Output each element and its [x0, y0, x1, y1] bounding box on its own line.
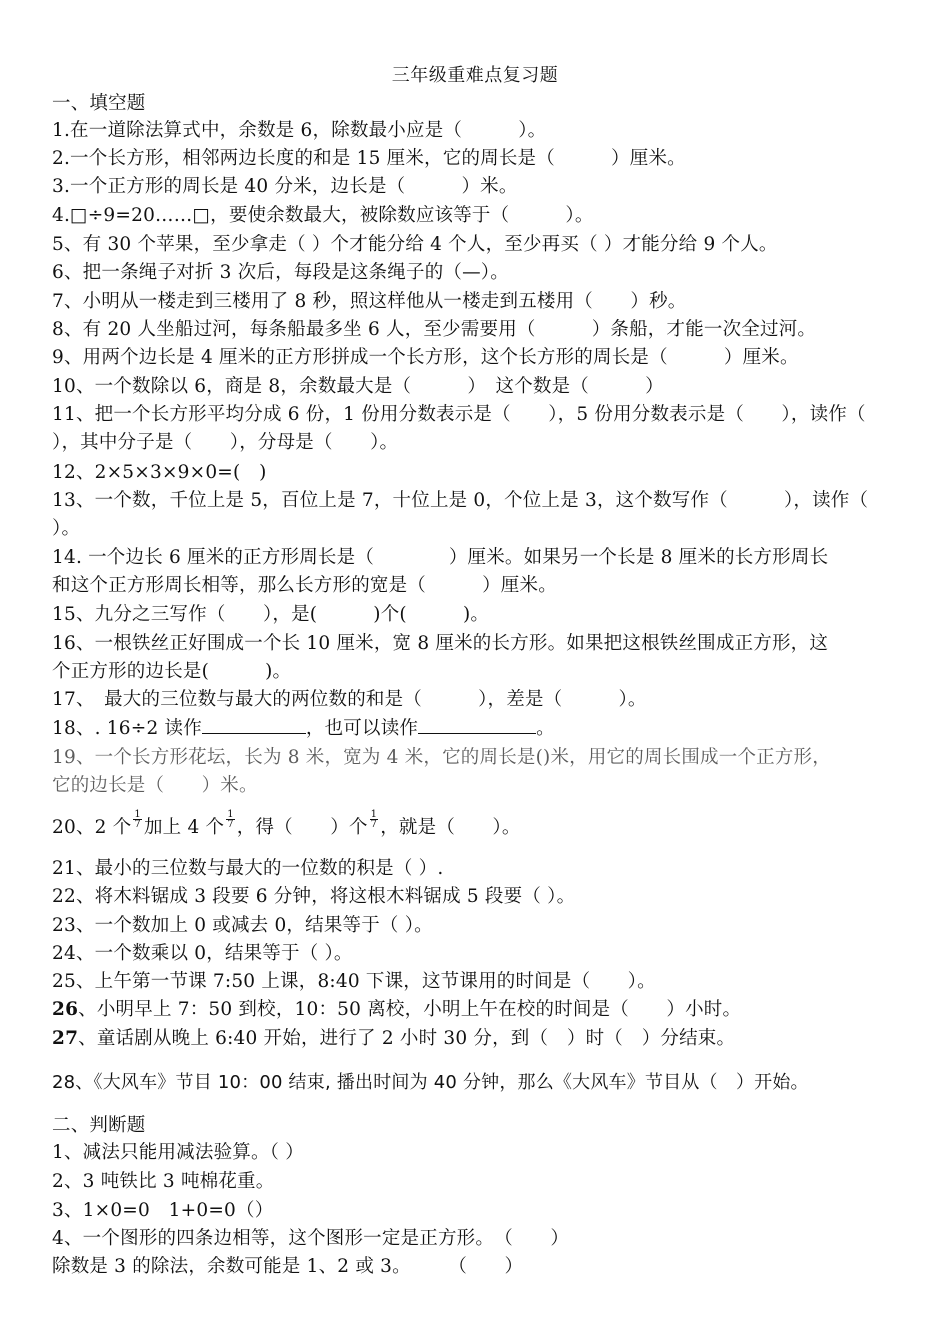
question-18-mid: ，也可以读作	[305, 718, 419, 739]
answer-blank	[418, 717, 536, 734]
question-26	[52, 997, 912, 1023]
fraction	[370, 810, 379, 829]
question-23: 23、一个数加上 0 或减去 0，结果等于（ ）。	[52, 915, 433, 936]
question-18-prefix: 18、. 16÷2 读作	[52, 718, 202, 739]
question-20-part-3: ，得（ ）个	[236, 817, 368, 838]
question-20-part-4: ，就是（ ）。	[380, 817, 521, 838]
fraction-denominator: 7	[134, 819, 141, 830]
fraction	[226, 810, 235, 829]
question-24: 24、一个数乘以 0，结果等于（ ）。	[52, 943, 353, 964]
question-16-line-1: 16、一根铁丝正好围成一个长 10 厘米，宽 8 厘米的长方形。如果把这根铁丝围成正方形，这	[52, 633, 829, 654]
fraction-numerator: 1	[134, 809, 141, 820]
question-13-line-1: 13、一个数，千位上是 5，百位上是 7，十位上是 0，个位上是 3，这个数写作（ ），读作（	[52, 490, 869, 511]
question-26-text: 、小明早上 7：50 到校，10：50 离校，小明上午在校的时间是（ ）小时。	[78, 999, 742, 1020]
question-27-text: 、童话剧从晚上 6:40 开始，进行了 2 小时 30 分，到（ ）时（ ）分结束。	[78, 1028, 736, 1049]
fraction-numerator: 1	[370, 809, 378, 820]
page-title: 三年级重难点复习题	[391, 65, 559, 86]
question-11-line-2: ），其中分子是（ ），分母是（ ）。	[52, 432, 399, 453]
fraction-denominator: 7	[370, 819, 378, 830]
section-heading-judge: 二、判断题	[52, 1115, 146, 1136]
fraction-numerator: 1	[227, 809, 234, 820]
judge-3: 3、1×0=0 1+0=0（）	[52, 1200, 274, 1221]
question-8: 8、有 20 人坐船过河，每条船最多坐 6 人，至少需要用（ ）条船，才能一次全过河。	[52, 319, 817, 340]
question-3: 3.一个正方形的周长是 40 分米，边长是（ ）米。	[52, 176, 518, 197]
question-28: 28、《大风车》节目 10：00 结束, 播出时间为 40 分钟，那么《大风车》节目从（ ）开始。	[52, 1072, 809, 1093]
question-14-line-2: 和这个正方形周长相等，那么长方形的宽是（ ）厘米。	[52, 575, 557, 596]
section-heading-fill: 一、填空题	[52, 93, 146, 114]
question-22: 22、将木料锯成 3 段要 6 分钟，将这根木料锯成 5 段要（ ）。	[52, 886, 576, 907]
question-27-number: 27	[52, 1028, 79, 1049]
question-9: 9、用两个边长是 4 厘米的正方形拼成一个长方形，这个长方形的周长是（ ）厘米。	[52, 347, 799, 368]
question-21: 21、最小的三位数与最大的一位数的积是（ ）.	[52, 858, 444, 879]
question-13-line-2: ）。	[52, 518, 81, 539]
fraction	[133, 810, 142, 829]
question-10: 10、一个数除以 6，商是 8，余数最大是（ ） 这个数是（ ）	[52, 376, 664, 397]
question-1: 1.在一道除法算式中，余数是 6，除数最小应是（ ）。	[52, 120, 547, 141]
question-12: 12、2×5×3×9×0=( )	[52, 462, 267, 483]
question-2: 2.一个长方形，相邻两边长度的和是 15 厘米，它的周长是（ ）厘米。	[52, 148, 686, 169]
question-20	[52, 810, 912, 843]
question-18-end: 。	[536, 718, 555, 739]
question-27	[52, 1026, 912, 1052]
judge-4: 4、一个图形的四条边相等，这个图形一定是正方形。 （ ）	[52, 1228, 570, 1249]
question-25: 25、上午第一节课 7:50 上课，8:40 下课，这节课用的时间是（ ）。	[52, 971, 656, 992]
question-19-line-1: 19、一个长方形花坛，长为 8 米，宽为 4 米，它的周长是()米，用它的周长围成一个正方形，	[52, 747, 831, 768]
question-11-line-1: 11、把一个长方形平均分成 6 份，1 份用分数表示是（ ），5 份用分数表示是（ ），读作（	[52, 404, 866, 425]
fraction-denominator: 7	[227, 819, 234, 830]
question-18	[52, 716, 912, 742]
question-4: 4.□÷9=20……□，要使余数最大，被除数应该等于（ ）。	[52, 205, 594, 226]
question-19-line-2: 它的边长是（ ）米。	[52, 775, 258, 796]
question-15: 15、九分之三写作（ ），是( )个( )。	[52, 604, 490, 625]
judge-1: 1、减法只能用减法验算。（ ）	[52, 1142, 304, 1163]
question-5: 5、有 30 个苹果，至少拿走（ ）个才能分给 4 个人，至少再买（ ）才能分给 9 个人。	[52, 234, 778, 255]
question-26-number: 26	[52, 999, 79, 1020]
question-20-part-1: 20、2 个	[52, 817, 132, 838]
judge-5: 除数是 3 的除法，余数可能是 1、2 或 3。 （ ）	[52, 1256, 524, 1277]
question-16-line-2: 个正方形的边长是( )。	[52, 661, 292, 682]
question-14-line-1: 14. 一个边长 6 厘米的正方形周长是（ ）厘米。如果另一个长是 8 厘米的长方形周长	[52, 547, 829, 568]
question-17: 17、 最大的三位数与最大的两位数的和是（ ），差是（ ）。	[52, 689, 647, 710]
question-6: 6、把一条绳子对折 3 次后，每段是这条绳子的（—）。	[52, 262, 509, 283]
question-7: 7、小明从一楼走到三楼用了 8 秒，照这样他从一楼走到五楼用（ ）秒。	[52, 291, 687, 312]
judge-2: 2、3 吨铁比 3 吨棉花重。	[52, 1171, 275, 1192]
question-20-part-2: 加上 4 个	[143, 817, 225, 838]
answer-blank	[202, 717, 306, 734]
